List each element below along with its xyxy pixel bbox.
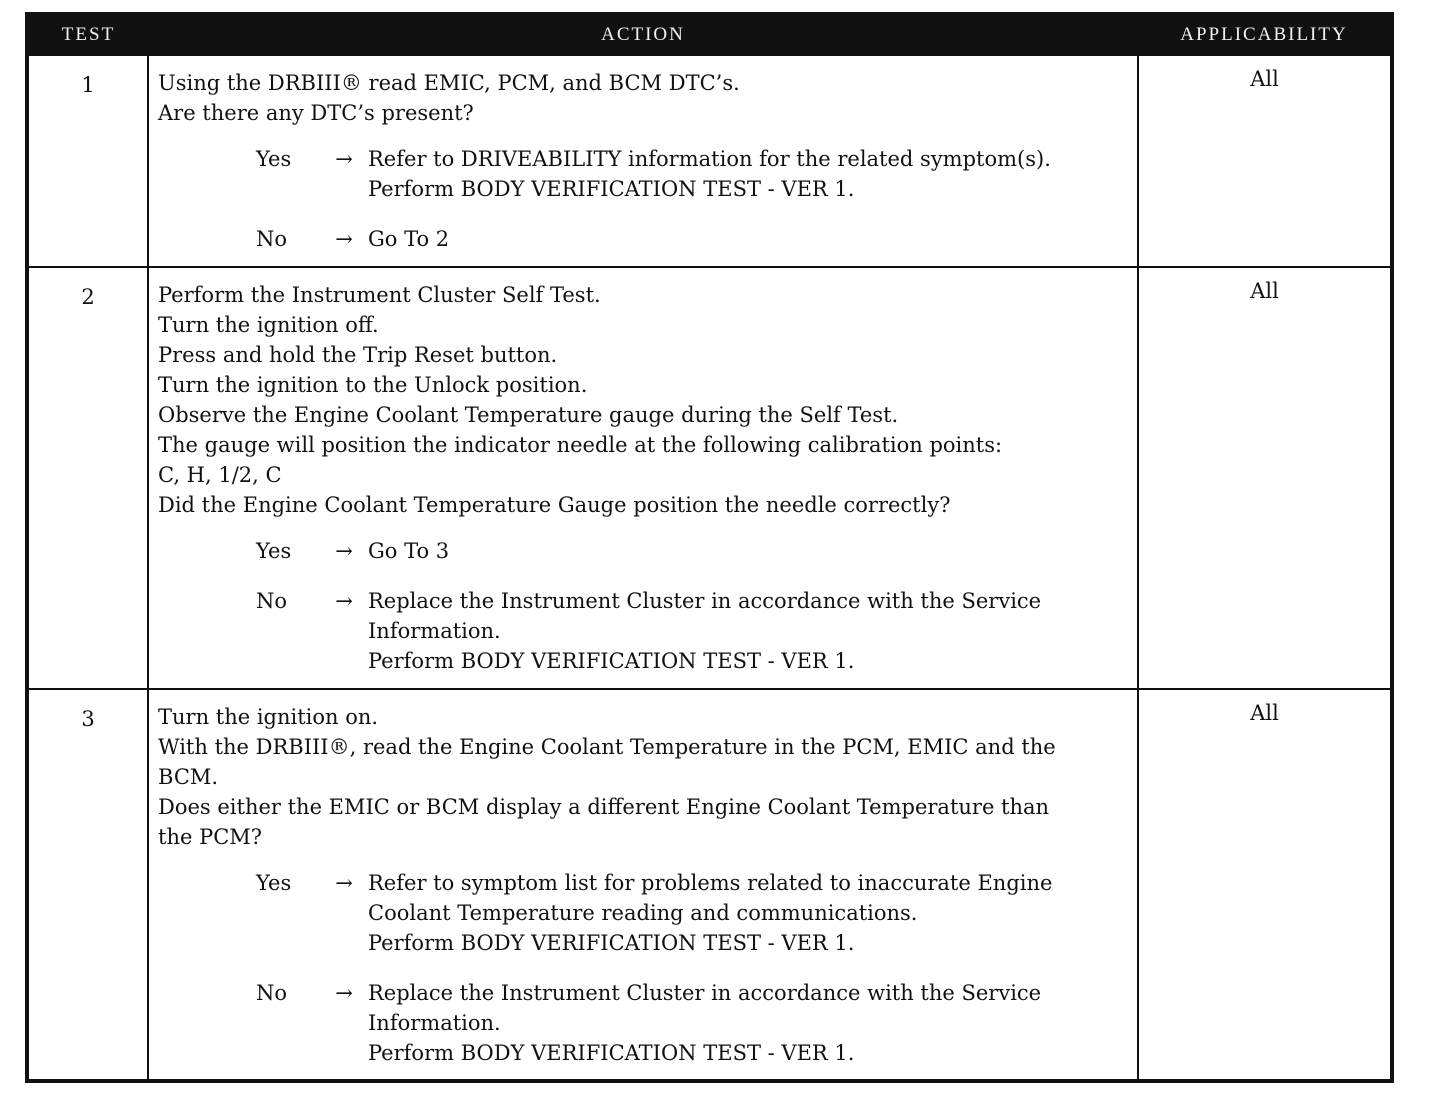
question-line: Does either the EMIC or BCM display a different Engine Coolant Temperature than (158, 795, 1050, 819)
answer-line: Go To 3 (368, 539, 450, 563)
test-number: 1 (27, 55, 148, 267)
answer-line: Replace the Instrument Cluster in accordance with the Service (368, 981, 1042, 1005)
table-row (27, 689, 1392, 1081)
question-line: BCM. (158, 765, 219, 789)
question-line: Are there any DTC’s present? (158, 101, 474, 125)
question-line: the PCM? (158, 825, 263, 849)
question-block (158, 702, 1129, 852)
applicability-cell: All (1138, 267, 1392, 689)
answer-key: Yes (256, 147, 292, 171)
question-line: Did the Engine Coolant Temperature Gauge position the needle correctly? (158, 493, 951, 517)
answer-key: No (256, 981, 288, 1005)
question-line: The gauge will position the indicator needle at the following calibration points: (158, 433, 1003, 457)
answer-line: Perform BODY VERIFICATION TEST - VER 1. (368, 931, 855, 955)
answer-line: Coolant Temperature reading and communications. (368, 901, 918, 925)
question-line: Observe the Engine Coolant Temperature gauge during the Self Test. (158, 403, 899, 427)
arrow-right-icon: → (335, 147, 353, 171)
arrow-right-icon: → (335, 871, 353, 895)
question-line: Turn the ignition on. (158, 705, 379, 729)
question-block (158, 280, 1129, 520)
arrow-right-icon: → (335, 539, 353, 563)
arrow-right-icon: → (335, 227, 353, 251)
answer-key: Yes (256, 871, 292, 895)
applicability-cell: All (1138, 55, 1392, 267)
action-cell (148, 267, 1138, 689)
answer-key: No (256, 227, 288, 251)
diagnostic-test-table (25, 12, 1394, 1083)
answer-text (368, 868, 1129, 958)
question-line: Using the DRBIII® read EMIC, PCM, and BCM DTC’s. (158, 71, 740, 95)
header-applicability: APPLICABILITY (1138, 14, 1392, 55)
table-row (27, 267, 1392, 689)
answer-block (158, 536, 1129, 676)
answer-yes (158, 536, 1129, 566)
answer-line: Refer to DRIVEABILITY information for the related symptom(s). (368, 147, 1051, 171)
answer-line: Refer to symptom list for problems related to inaccurate Engine (368, 871, 1053, 895)
header-test: TEST (27, 14, 148, 55)
answer-key: No (256, 589, 288, 613)
answer-text (368, 586, 1129, 676)
answer-yes (158, 144, 1129, 204)
answer-text (368, 144, 1129, 204)
question-line: With the DRBIII®, read the Engine Coolant Temperature in the PCM, EMIC and the (158, 735, 1056, 759)
applicability-cell: All (1138, 689, 1392, 1081)
action-cell (148, 689, 1138, 1081)
question-line: Turn the ignition off. (158, 313, 379, 337)
answer-block (158, 144, 1129, 254)
arrow-right-icon: → (335, 981, 353, 1005)
answer-block (158, 868, 1129, 1068)
action-cell (148, 55, 1138, 267)
test-number: 3 (27, 689, 148, 1081)
question-line: Turn the ignition to the Unlock position. (158, 373, 588, 397)
test-number: 2 (27, 267, 148, 689)
answer-line: Information. (368, 619, 501, 643)
question-block (158, 68, 1129, 128)
question-line: Press and hold the Trip Reset button. (158, 343, 558, 367)
answer-line: Go To 2 (368, 227, 450, 251)
table-header-row (27, 14, 1392, 55)
answer-text (368, 536, 1129, 566)
table-body (27, 55, 1392, 1081)
question-line: Perform the Instrument Cluster Self Test. (158, 283, 601, 307)
table-row (27, 55, 1392, 267)
answer-yes (158, 868, 1129, 958)
question-line: C, H, 1/2, C (158, 463, 282, 487)
answer-key: Yes (256, 539, 292, 563)
answer-line: Replace the Instrument Cluster in accordance with the Service (368, 589, 1042, 613)
answer-line: Information. (368, 1011, 501, 1035)
arrow-right-icon: → (335, 589, 353, 613)
answer-no (158, 978, 1129, 1068)
header-action: ACTION (148, 14, 1138, 55)
answer-line: Perform BODY VERIFICATION TEST - VER 1. (368, 1041, 855, 1065)
answer-line: Perform BODY VERIFICATION TEST - VER 1. (368, 649, 855, 673)
answer-no (158, 224, 1129, 254)
answer-text (368, 224, 1129, 254)
answer-line: Perform BODY VERIFICATION TEST - VER 1. (368, 177, 855, 201)
answer-no (158, 586, 1129, 676)
answer-text (368, 978, 1129, 1068)
